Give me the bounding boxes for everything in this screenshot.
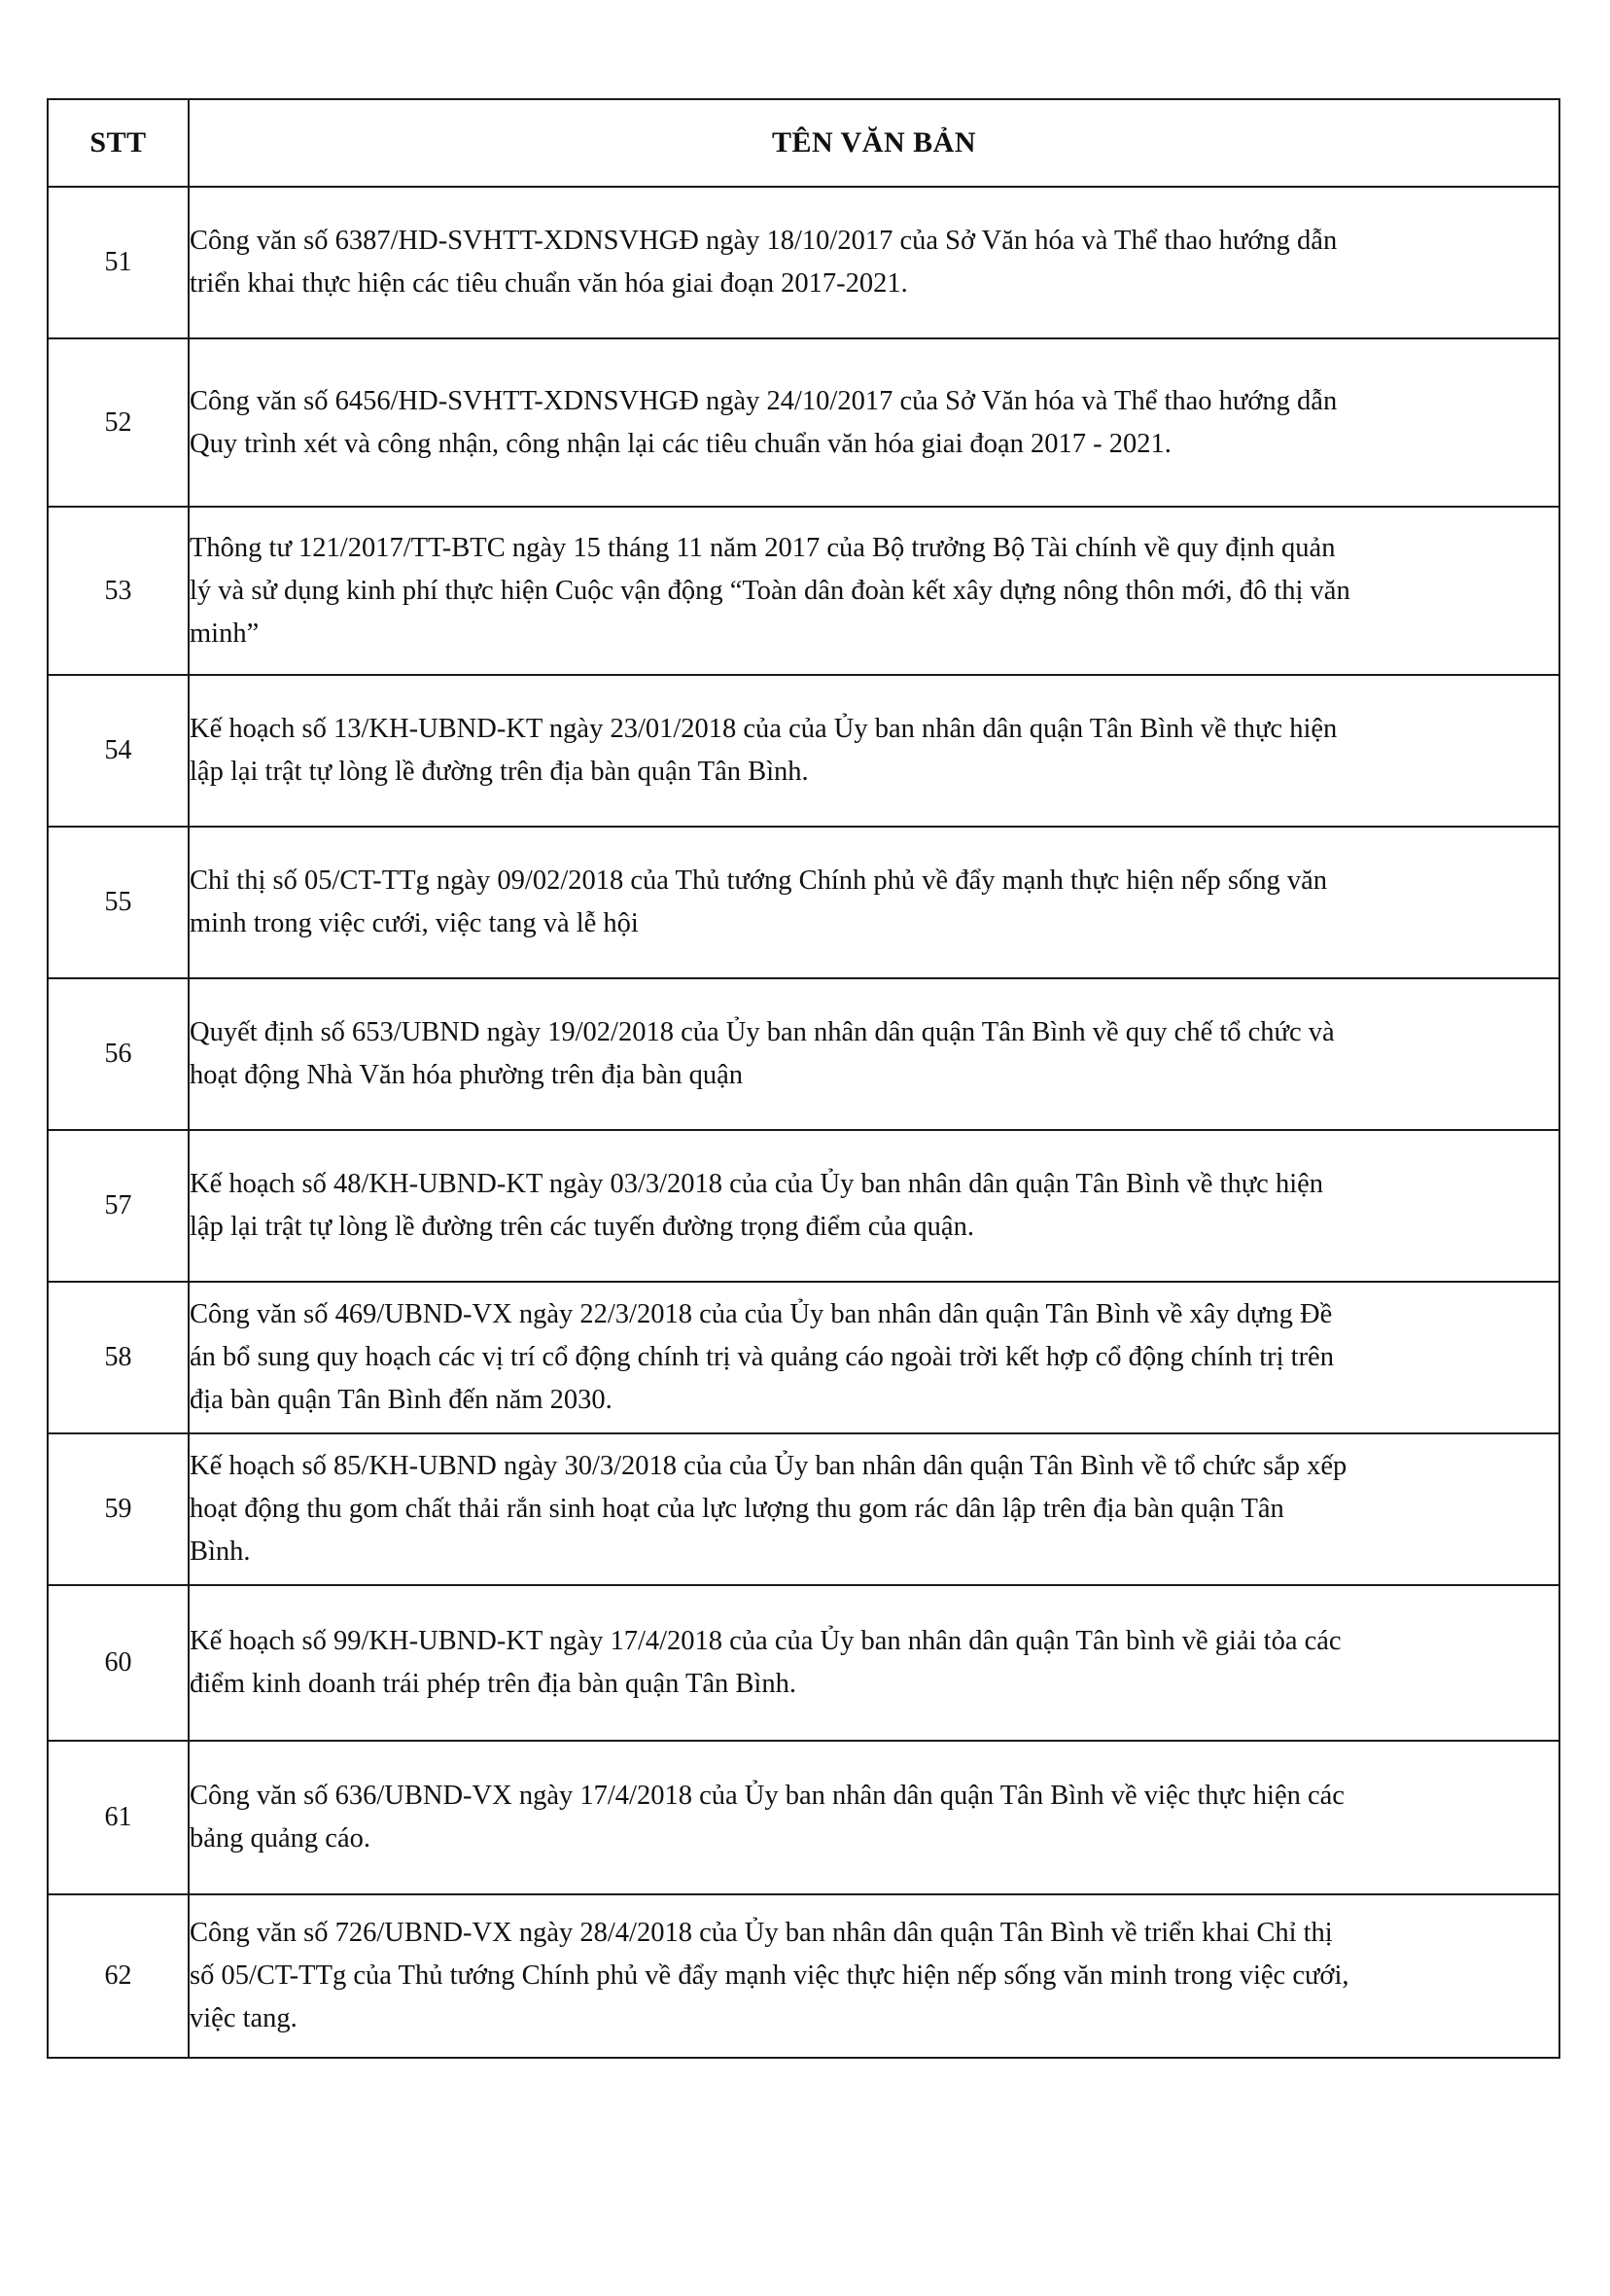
row-stt: 55 [48,827,189,978]
table-row [48,1585,1559,1741]
row-document-name [189,1741,1559,1894]
row-document-name [189,1433,1559,1585]
document-list-table [47,98,1560,2059]
document-name-line: Thông tư 121/2017/TT-BTC ngày 15 tháng 11 năm 2017 của Bộ trưởng Bộ Tài chính về quy định quản [190,532,1336,563]
table-row [48,675,1559,827]
document-name-line: Công văn số 6456/HD-SVHTT-XDNSVHGĐ ngày 24/10/2017 của Sở Văn hóa và Thể thao hướng dẫn [190,385,1338,416]
row-document-name [189,675,1559,827]
table-row [48,1741,1559,1894]
document-name-line: minh” [190,618,260,649]
row-document-name [189,1894,1559,2058]
document-name-line: Công văn số 726/UBND-VX ngày 28/4/2018 của Ủy ban nhân dân quận Tân Bình về triển khai Chỉ thị [190,1918,1333,1948]
document-name-line: số 05/CT-TTg của Thủ tướng Chính phủ về đẩy mạnh việc thực hiện nếp sống văn minh trong việc cưới, [190,1960,1349,1991]
document-name-line: hoạt động Nhà Văn hóa phường trên địa bàn quận [190,1060,743,1090]
document-name-line: lập lại trật tự lòng lề đường trên địa bàn quận Tân Bình. [190,757,809,787]
row-stt: 56 [48,978,189,1130]
row-stt: 54 [48,675,189,827]
row-stt: 53 [48,507,189,675]
row-document-name [189,1130,1559,1282]
row-stt: 62 [48,1894,189,2058]
row-document-name [189,1585,1559,1741]
document-name-line: việc tang. [190,2003,298,2033]
table-row [48,507,1559,675]
table-row [48,1894,1559,2058]
row-document-name [189,1282,1559,1433]
row-stt: 60 [48,1585,189,1741]
table-row [48,827,1559,978]
document-name-line: Quyết định số 653/UBND ngày 19/02/2018 của Ủy ban nhân dân quận Tân Bình về quy chế tổ chức và [190,1017,1335,1047]
table-body [48,187,1559,2058]
header-stt: STT [48,99,189,187]
table-row [48,1433,1559,1585]
row-stt: 57 [48,1130,189,1282]
document-name-line: Kế hoạch số 48/KH-UBND-KT ngày 03/3/2018 của của Ủy ban nhân dân quận Tân Bình về thực hiện [190,1169,1324,1199]
row-stt: 51 [48,187,189,338]
document-name-line: hoạt động thu gom chất thải rắn sinh hoạt của lực lượng thu gom rác dân lập trên địa bàn quận Tân [190,1494,1284,1524]
document-name-line: điểm kinh doanh trái phép trên địa bàn quận Tân Bình. [190,1669,796,1699]
document-name-line: Kế hoạch số 13/KH-UBND-KT ngày 23/01/2018 của của Ủy ban nhân dân quận Tân Bình về thực hiện [190,714,1338,744]
document-name-line: Công văn số 636/UBND-VX ngày 17/4/2018 của Ủy ban nhân dân quận Tân Bình về việc thực hiện các [190,1781,1345,1811]
document-name-line: Công văn số 469/UBND-VX ngày 22/3/2018 của của Ủy ban nhân dân quận Tân Bình về xây dựng Đề [190,1299,1333,1329]
table-row [48,978,1559,1130]
row-document-name [189,978,1559,1130]
document-name-line: lập lại trật tự lòng lề đường trên các tuyến đường trọng điểm của quận. [190,1212,974,1242]
document-name-line: địa bàn quận Tân Bình đến năm 2030. [190,1385,612,1415]
document-name-line: minh trong việc cưới, việc tang và lễ hội [190,908,639,938]
document-name-line: Kế hoạch số 85/KH-UBND ngày 30/3/2018 của của Ủy ban nhân dân quận Tân Bình về tổ chức sắp xếp [190,1451,1348,1481]
table-row [48,187,1559,338]
row-document-name [189,338,1559,507]
document-name-line: triển khai thực hiện các tiêu chuẩn văn hóa giai đoạn 2017-2021. [190,268,908,299]
document-name-line: Bình. [190,1537,251,1567]
document-name-line: Công văn số 6387/HD-SVHTT-XDNSVHGĐ ngày 18/10/2017 của Sở Văn hóa và Thể thao hướng dẫn [190,226,1338,256]
row-stt: 52 [48,338,189,507]
row-stt: 58 [48,1282,189,1433]
document-name-line: Kế hoạch số 99/KH-UBND-KT ngày 17/4/2018 của của Ủy ban nhân dân quận Tân bình về giải tỏa các [190,1626,1342,1656]
document-name-line: án bổ sung quy hoạch các vị trí cổ động chính trị và quảng cáo ngoài trời kết hợp cổ động chính trị trên [190,1342,1334,1372]
document-name-line: Quy trình xét và công nhận, công nhận lại các tiêu chuẩn văn hóa giai đoạn 2017 - 2021. [190,428,1172,459]
table-row [48,338,1559,507]
row-document-name [189,827,1559,978]
table-header-row [48,99,1559,187]
table-row [48,1282,1559,1433]
table-row [48,1130,1559,1282]
row-document-name [189,507,1559,675]
row-stt: 59 [48,1433,189,1585]
document-name-line: Chỉ thị số 05/CT-TTg ngày 09/02/2018 của Thủ tướng Chính phủ về đẩy mạnh thực hiện nếp sống văn [190,865,1328,896]
document-name-line: bảng quảng cáo. [190,1823,370,1854]
document-name-line: lý và sử dụng kinh phí thực hiện Cuộc vận động “Toàn dân đoàn kết xây dựng nông thôn mới, đô thị văn [190,575,1350,606]
row-stt: 61 [48,1741,189,1894]
row-document-name [189,187,1559,338]
header-document-name: TÊN VĂN BẢN [189,99,1559,187]
